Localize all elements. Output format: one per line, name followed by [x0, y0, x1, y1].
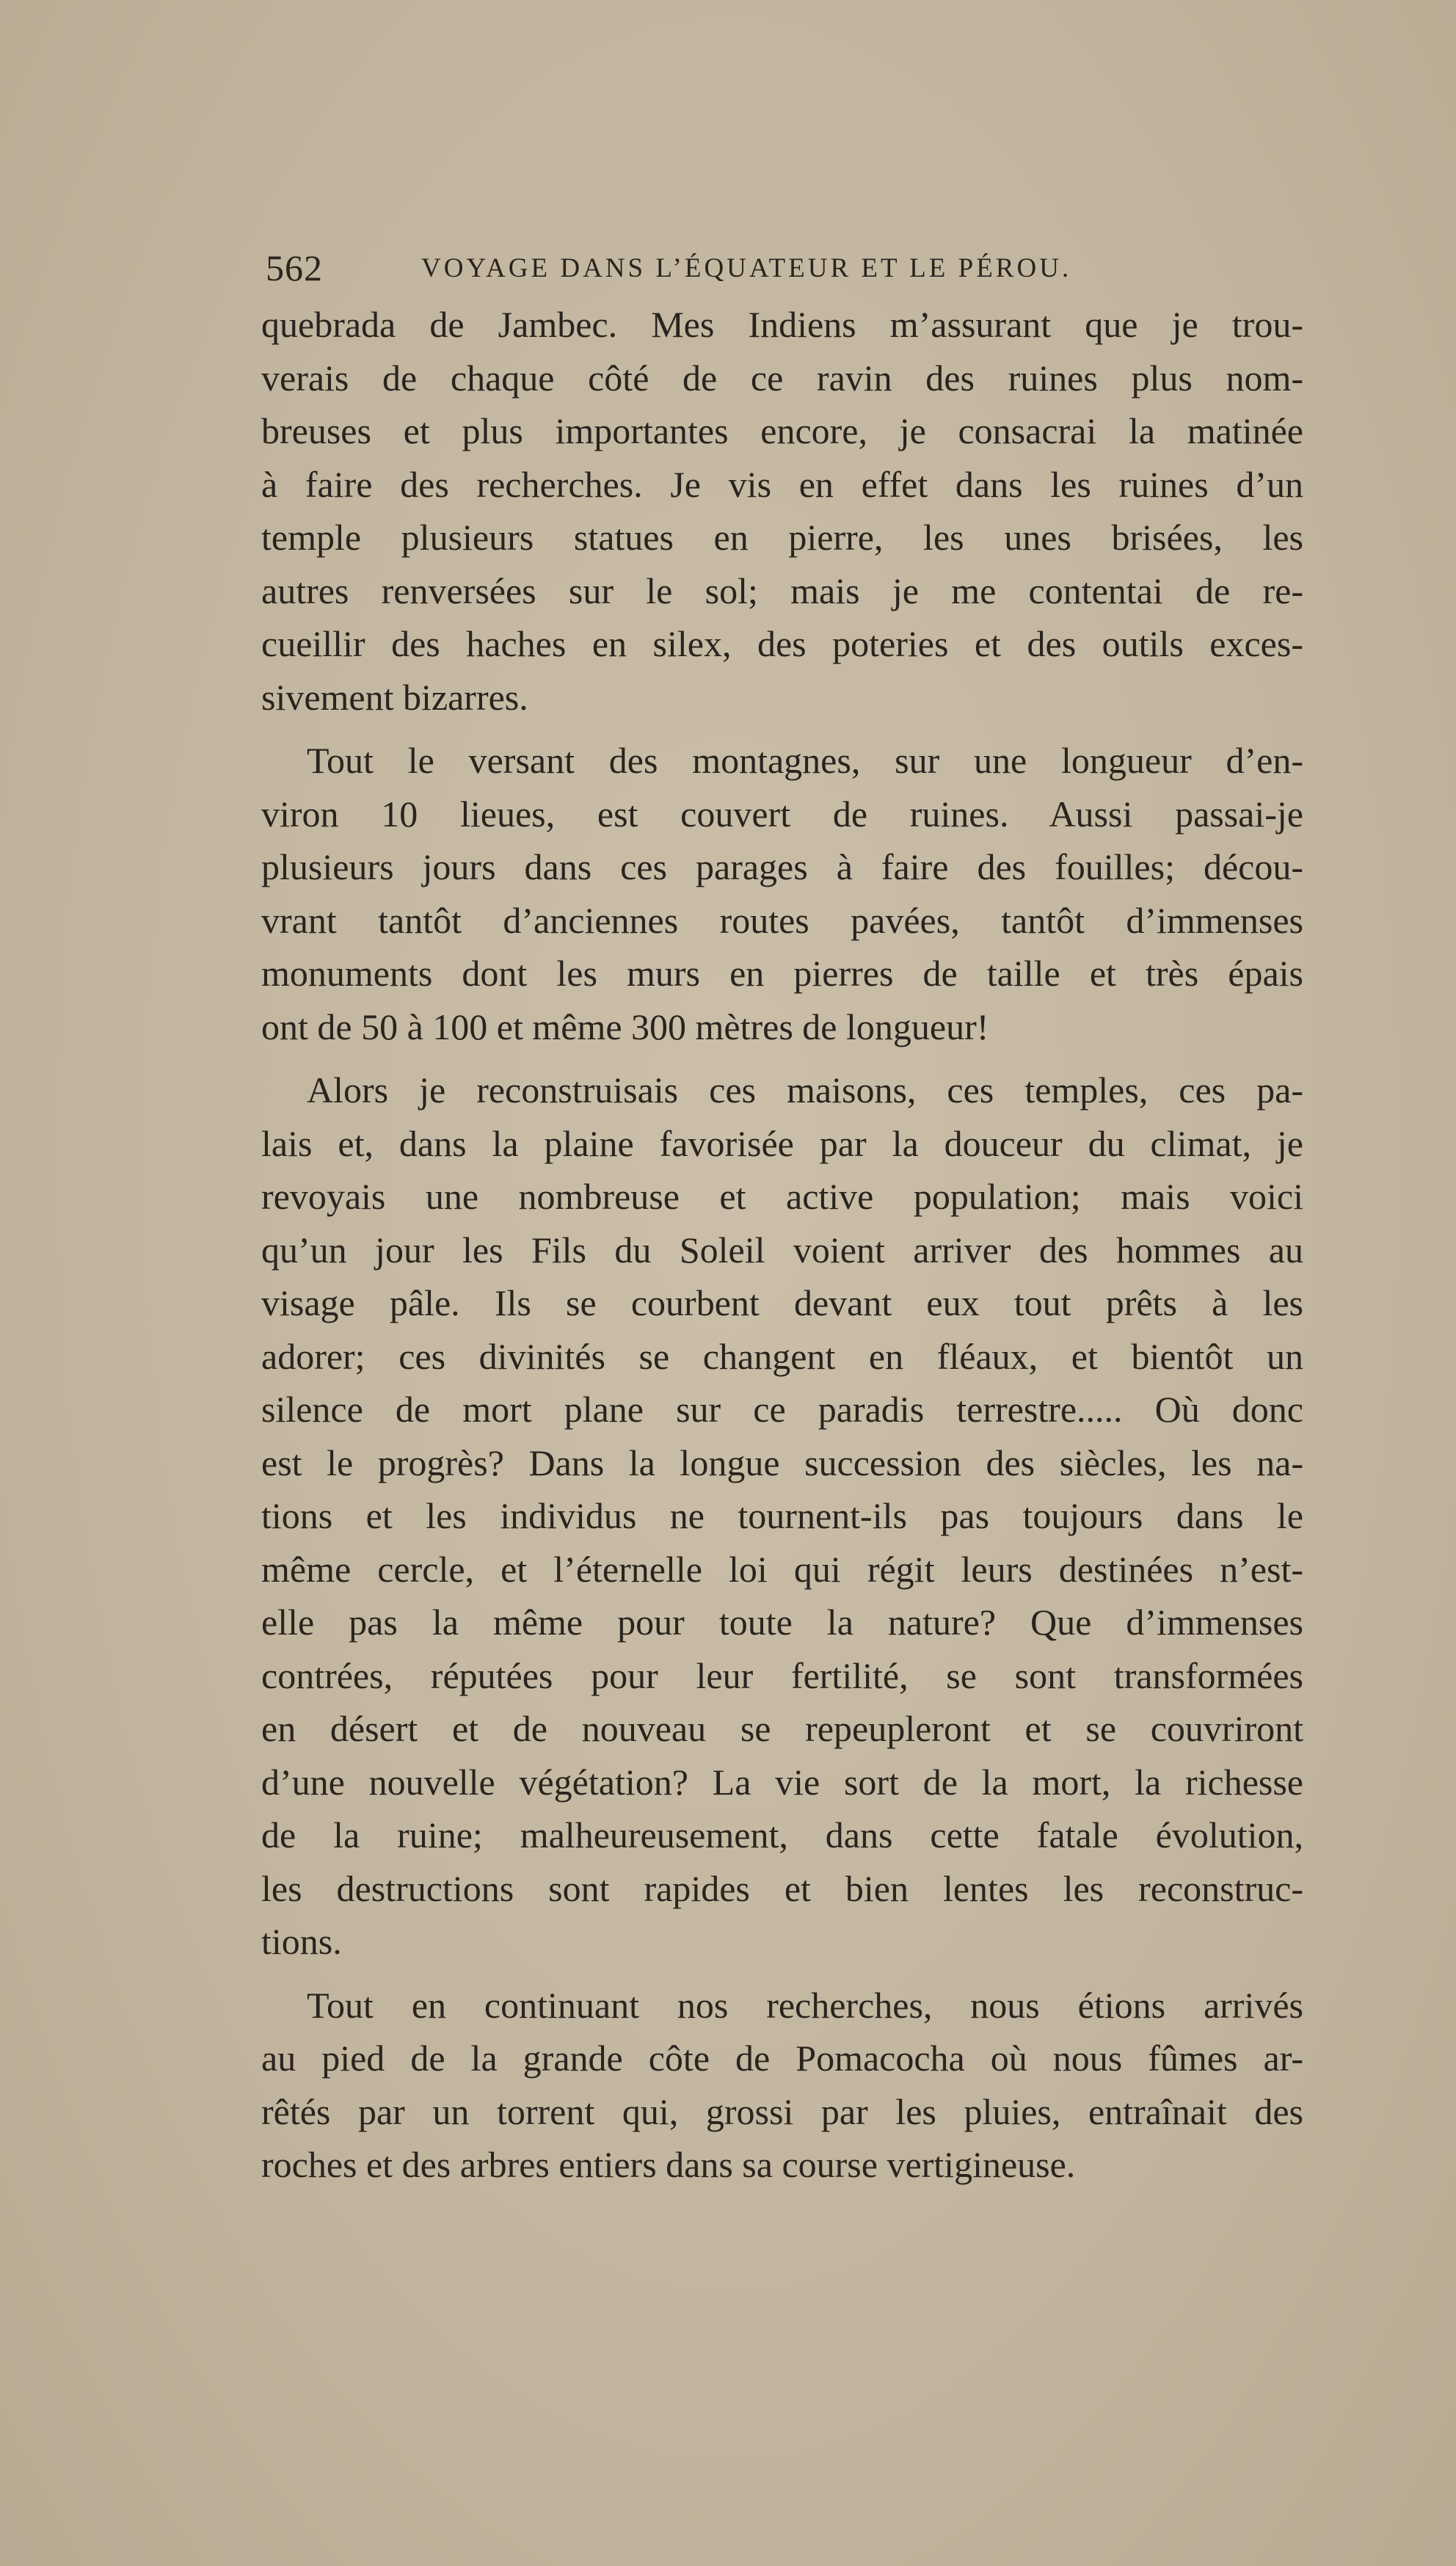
text-line: cueillir des haches en silex, des poteries et des outils exces-: [261, 623, 1303, 664]
text-line: sivement bizarres.: [261, 676, 528, 718]
text-line: Tout en continuant nos recherches, nous étions arrivés: [307, 1984, 1303, 2026]
text-line: d’une nouvelle végétation? La vie sort de la mort, la richesse: [261, 1761, 1303, 1803]
text-line: temple plusieurs statues en pierre, les unes brisées, les: [261, 517, 1303, 558]
text-line: verais de chaque côté de ce ravin des ruines plus nom-: [261, 357, 1303, 399]
text-line: rêtés par un torrent qui, grossi par les pluies, entraînait des: [261, 2090, 1303, 2132]
text-line: silence de mort plane sur ce paradis terrestre..... Où donc: [261, 1389, 1303, 1430]
paragraph: [261, 298, 1303, 724]
body-text: [261, 298, 1303, 2192]
text-line: tions.: [261, 1921, 342, 1962]
text-line: viron 10 lieues, est couvert de ruines. Aussi passai-je: [261, 793, 1303, 835]
text-line: au pied de la grande côte de Pomacocha où nous fûmes ar-: [261, 2038, 1303, 2079]
paragraph: [261, 734, 1303, 1053]
text-line: Alors je reconstruisais ces maisons, ces temples, ces pa-: [307, 1069, 1303, 1111]
text-line: roches et des arbres entiers dans sa course vertigineuse.: [261, 2144, 1076, 2185]
text-line: autres renversées sur le sol; mais je me contentai de re-: [261, 570, 1303, 611]
paragraph: [261, 1064, 1303, 1969]
text-line: est le progrès? Dans la longue succession des siècles, les na-: [261, 1442, 1303, 1483]
text-line: même cercle, et l’éternelle loi qui régit leurs destinées n’est-: [261, 1548, 1303, 1590]
page-header: [266, 247, 1308, 298]
text-line: vrant tantôt d’anciennes routes pavées, tantôt d’immenses: [261, 899, 1303, 941]
text-line: les destructions sont rapides et bien lentes les reconstruc-: [261, 1867, 1303, 1909]
running-title: VOYAGE DANS L’ÉQUATEUR ET LE PÉROU.: [421, 253, 1072, 283]
text-line: à faire des recherches. Je vis en effet dans les ruines d’un: [261, 463, 1303, 505]
text-line: visage pâle. Ils se courbent devant eux tout prêts à les: [261, 1282, 1303, 1323]
page-number: 562: [266, 247, 323, 288]
text-line: en désert et de nouveau se repeupleront et se couvriront: [261, 1708, 1303, 1749]
text-line: contrées, réputées pour leur fertilité, se sont transformées: [261, 1654, 1303, 1696]
text-line: adorer; ces divinités se changent en fléaux, et bientôt un: [261, 1335, 1303, 1377]
text-line: revoyais une nombreuse et active population; mais voici: [261, 1176, 1303, 1217]
text-line: Tout le versant des montagnes, sur une longueur d’en-: [307, 740, 1303, 781]
text-line: monuments dont les murs en pierres de taille et très épais: [261, 953, 1303, 994]
paragraph: [261, 1979, 1303, 2192]
text-line: lais et, dans la plaine favorisée par la douceur du climat, je: [261, 1122, 1303, 1164]
text-line: qu’un jour les Fils du Soleil voient arriver des hommes au: [261, 1229, 1303, 1271]
text-line: quebrada de Jambec. Mes Indiens m’assurant que je trou-: [261, 304, 1303, 345]
text-line: elle pas la même pour toute la nature? Que d’immenses: [261, 1602, 1303, 1643]
text-line: de la ruine; malheureusement, dans cette fatale évolution,: [261, 1814, 1303, 1856]
text-line: ont de 50 à 100 et même 300 mètres de longueur!: [261, 1006, 989, 1047]
text-line: breuses et plus importantes encore, je consacrai la matinée: [261, 410, 1303, 451]
text-line: tions et les individus ne tournent-ils pas toujours dans le: [261, 1495, 1303, 1536]
text-line: plusieurs jours dans ces parages à faire des fouilles; décou-: [261, 846, 1303, 887]
